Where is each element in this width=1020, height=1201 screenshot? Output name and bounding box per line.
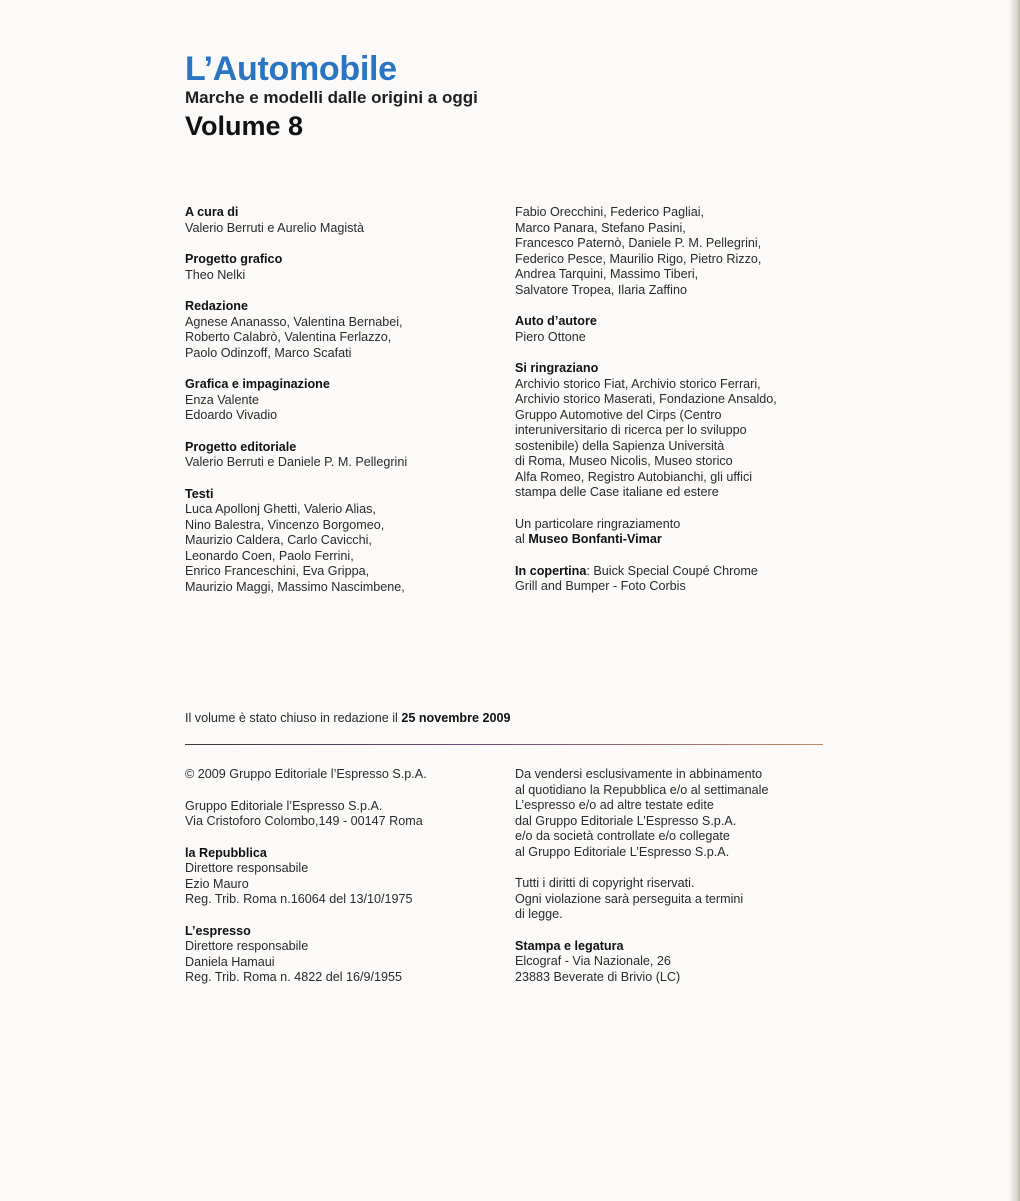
section-line: Daniela Hamaui	[185, 954, 275, 969]
section-line: Ogni violazione sarà perseguita a termini	[515, 891, 744, 906]
section-line: Maurizio Caldera, Carlo Cavicchi,	[185, 533, 372, 547]
section-title: Stampa e legatura	[515, 938, 624, 953]
credit-section-copertina	[515, 564, 835, 595]
stampa-section	[515, 939, 835, 986]
section-line: Reg. Trib. Roma n.16064 del 13/10/1975	[185, 892, 413, 906]
section-line: Leonardo Coen, Paolo Ferrini,	[185, 548, 354, 563]
prefix-text: al	[515, 532, 529, 546]
espresso-section	[185, 924, 495, 986]
section-line: Nino Balestra, Vincenzo Borgomeo,	[185, 517, 385, 532]
section-line: Salvatore Tropea, Ilaria Zaffino	[515, 282, 687, 297]
diritti-section	[515, 876, 835, 923]
credit-section-redazione	[185, 299, 495, 361]
section-title: Redazione	[185, 299, 248, 313]
closing-date: 25 novembre 2009	[401, 711, 511, 725]
section-line: al Gruppo Editoriale L’Espresso S.p.A.	[515, 844, 730, 859]
section-title: Auto d’autore	[515, 314, 597, 328]
credit-section-ringraziamento-particolare	[515, 517, 835, 548]
section-title: Grafica e impaginazione	[185, 377, 330, 391]
section-line: di Roma, Museo Nicolis, Museo storico	[515, 454, 733, 468]
credit-section-progetto-grafico	[185, 252, 495, 283]
section-line: Luca Apollonj Ghetti, Valerio Alias,	[185, 502, 376, 516]
section-line: stampa delle Case italiane ed estere	[515, 485, 719, 499]
section-line: Valerio Berruti e Aurelio Magistà	[185, 220, 364, 235]
credit-section-grafica	[185, 377, 495, 424]
vendita-section	[515, 767, 835, 860]
section-line: Maurizio Maggi, Massimo Nascimbene,	[185, 579, 405, 594]
section-line: Archivio storico Maserati, Fondazione Ansaldo,	[515, 392, 777, 406]
credits-right-column	[515, 205, 835, 611]
volume-number: Volume 8	[185, 111, 304, 141]
book-subtitle: Marche e modelli dalle origini a oggi	[185, 88, 478, 107]
section-title: L’espresso	[185, 923, 251, 938]
section-line: Gruppo Automotive del Cirps (Centro	[515, 407, 722, 422]
section-line: Theo Nelki	[185, 267, 246, 282]
section-line: Archivio storico Fiat, Archivio storico Ferrari,	[515, 376, 761, 391]
section-line: Roberto Calabrò, Valentina Ferlazzo,	[185, 330, 392, 344]
credit-section-progetto-editoriale	[185, 440, 495, 471]
section-line-museo	[515, 532, 835, 548]
section-line: Federico Pesce, Maurilio Rigo, Pietro Rizzo,	[515, 251, 762, 266]
section-line: 23883 Beverate di Brivio (LC)	[515, 969, 681, 984]
credit-section-ringraziamenti	[515, 361, 835, 501]
section-line: L’espresso e/o ad altre testate edite	[515, 798, 714, 812]
horizontal-divider	[185, 744, 823, 745]
section-line: Da vendersi esclusivamente in abbinamento	[515, 767, 763, 781]
section-line: Alfa Romeo, Registro Autobianchi, gli uffici	[515, 469, 753, 484]
section-line-copertina	[515, 564, 835, 580]
credit-section-testi	[185, 487, 495, 596]
credit-section-auto-autore	[515, 314, 835, 345]
title-block	[185, 50, 478, 142]
section-title: la Repubblica	[185, 845, 267, 860]
section-line: Elcograf - Via Nazionale, 26	[515, 954, 671, 968]
section-line: Marco Panara, Stefano Pasini,	[515, 220, 686, 235]
section-title: Progetto grafico	[185, 252, 283, 266]
section-line: Piero Ottone	[515, 329, 586, 344]
section-title: Progetto editoriale	[185, 439, 297, 454]
section-line: Un particolare ringraziamento	[515, 516, 681, 531]
section-line: Ezio Mauro	[185, 876, 249, 891]
closing-prefix: Il volume è stato chiuso in redazione il	[185, 711, 402, 725]
section-line: Valerio Berruti e Daniele P. M. Pellegrini	[185, 455, 408, 469]
footer-left-column	[185, 767, 495, 1002]
credits-left-column	[185, 205, 495, 611]
section-line: e/o da società controllate e/o collegate	[515, 829, 730, 843]
credit-section-curatori	[185, 205, 495, 236]
copyright-section	[185, 767, 495, 783]
section-line: dal Gruppo Editoriale L’Espresso S.p.A.	[515, 813, 737, 828]
copyright-line: © 2009 Gruppo Editoriale l’Espresso S.p.A.	[185, 767, 427, 781]
copertina-text: : Buick Special Coupé Chrome	[586, 563, 758, 578]
section-line: al quotidiano la Repubblica e/o al settimanale	[515, 782, 769, 797]
section-line: sostenibile) della Sapienza Università	[515, 438, 725, 453]
section-title: A cura di	[185, 205, 239, 219]
book-title: L’Automobile	[185, 50, 397, 88]
publisher-section	[185, 799, 495, 830]
copertina-label: In copertina	[515, 563, 587, 578]
section-line: Fabio Orecchini, Federico Pagliai,	[515, 205, 704, 219]
section-line: Andrea Tarquini, Massimo Tiberi,	[515, 267, 699, 281]
repubblica-section	[185, 846, 495, 908]
section-line: Tutti i diritti di copyright riservati.	[515, 876, 695, 890]
section-title: Si ringraziano	[515, 361, 599, 375]
page-edge-shadow	[1010, 0, 1020, 1201]
section-line: Via Cristoforo Colombo,149 - 00147 Roma	[185, 814, 423, 828]
section-line: interuniversitario di ricerca per lo sviluppo	[515, 423, 747, 437]
section-line: Edoardo Vivadio	[185, 408, 278, 422]
section-line: Gruppo Editoriale l’Espresso S.p.A.	[185, 798, 383, 813]
footer-right-column	[515, 767, 835, 1001]
section-line: Agnese Ananasso, Valentina Bernabei,	[185, 314, 403, 329]
section-line: Enza Valente	[185, 392, 259, 407]
section-line: Paolo Odinzoff, Marco Scafati	[185, 345, 352, 360]
section-line: Enrico Franceschini, Eva Grippa,	[185, 564, 370, 578]
section-line: Reg. Trib. Roma n. 4822 del 16/9/1955	[185, 970, 403, 984]
section-line: Grill and Bumper - Foto Corbis	[515, 579, 686, 593]
museo-name: Museo Bonfanti-Vimar	[528, 532, 662, 546]
section-line: di legge.	[515, 907, 563, 921]
closing-date-note	[185, 710, 511, 726]
section-line: Direttore responsabile	[185, 939, 309, 953]
section-line: Direttore responsabile	[185, 861, 309, 875]
section-title: Testi	[185, 486, 214, 501]
credit-section-testi-continued	[515, 205, 835, 298]
section-line: Francesco Paternò, Daniele P. M. Pellegrini,	[515, 236, 762, 250]
